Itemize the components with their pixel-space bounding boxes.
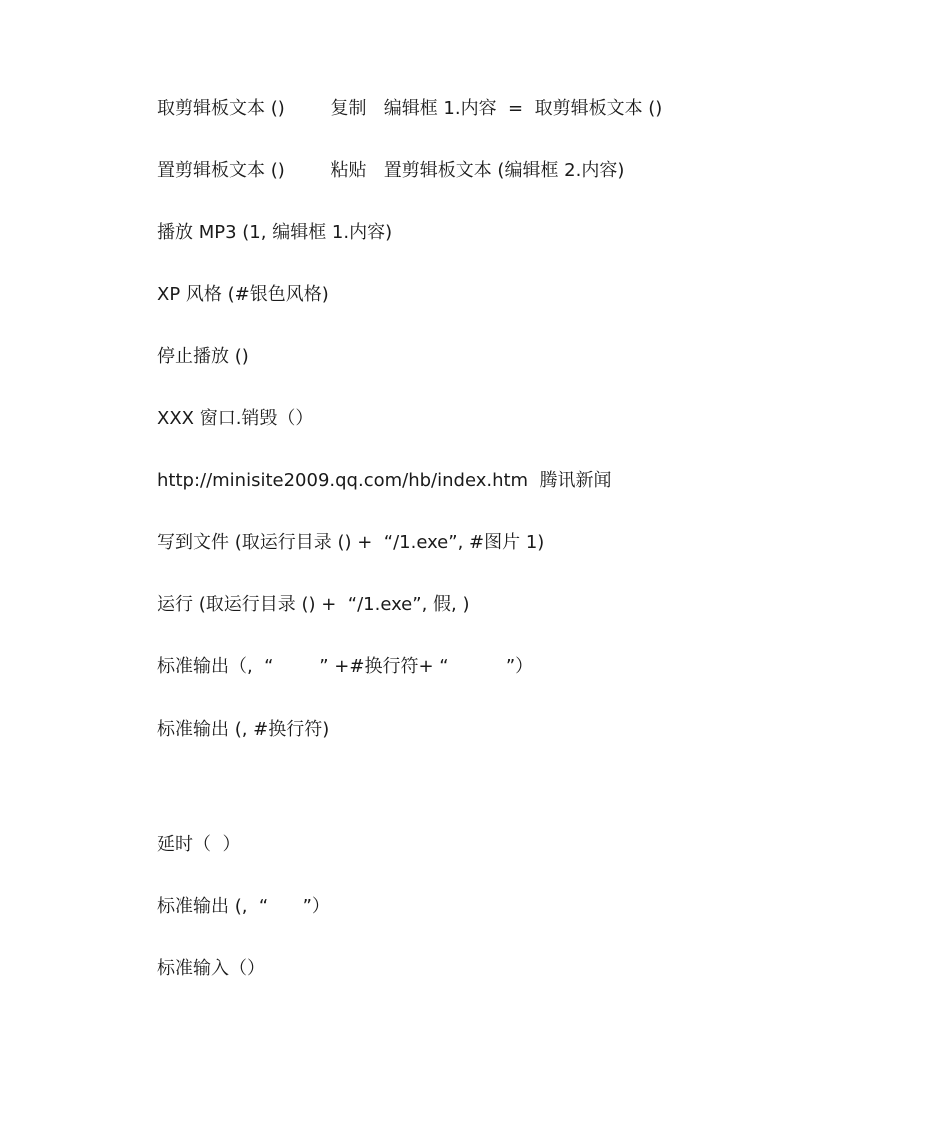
code-line-play-mp3: 播放 MP3 (1, 编辑框 1.内容) <box>157 222 393 243</box>
code-line-write-file: 写到文件 (取运行目录 () + “/1.exe”, #图片 1) <box>157 532 545 553</box>
code-line-stop-play: 停止播放 () <box>157 346 249 367</box>
code-line-run: 运行 (取运行目录 () + “/1.exe”, 假, ) <box>157 594 470 615</box>
code-line-window-destroy: XXX 窗口.销毁（） <box>157 408 314 429</box>
code-line-set-clipboard: 置剪辑板文本 () 粘贴 置剪辑板文本 (编辑框 2.内容) <box>157 160 625 181</box>
code-line-url: http://minisite2009.qq.com/hb/index.htm 腾讯新闻 <box>157 470 612 491</box>
code-line-delay: 延时（ ） <box>157 834 241 855</box>
code-line-stdout-newline: 标准输出 (, #换行符) <box>157 719 330 740</box>
code-line-get-clipboard: 取剪辑板文本 () 复制 编辑框 1.内容 = 取剪辑板文本 () <box>157 98 663 119</box>
code-line-stdout-newline-concat: 标准输出（, “ ” +#换行符+ “ ”） <box>157 656 534 677</box>
code-line-stdout-text: 标准输出 (, “ ”） <box>157 896 330 917</box>
code-line-xp-style: XP 风格 (#银色风格) <box>157 284 329 305</box>
code-line-stdin: 标准输入（） <box>157 958 265 979</box>
